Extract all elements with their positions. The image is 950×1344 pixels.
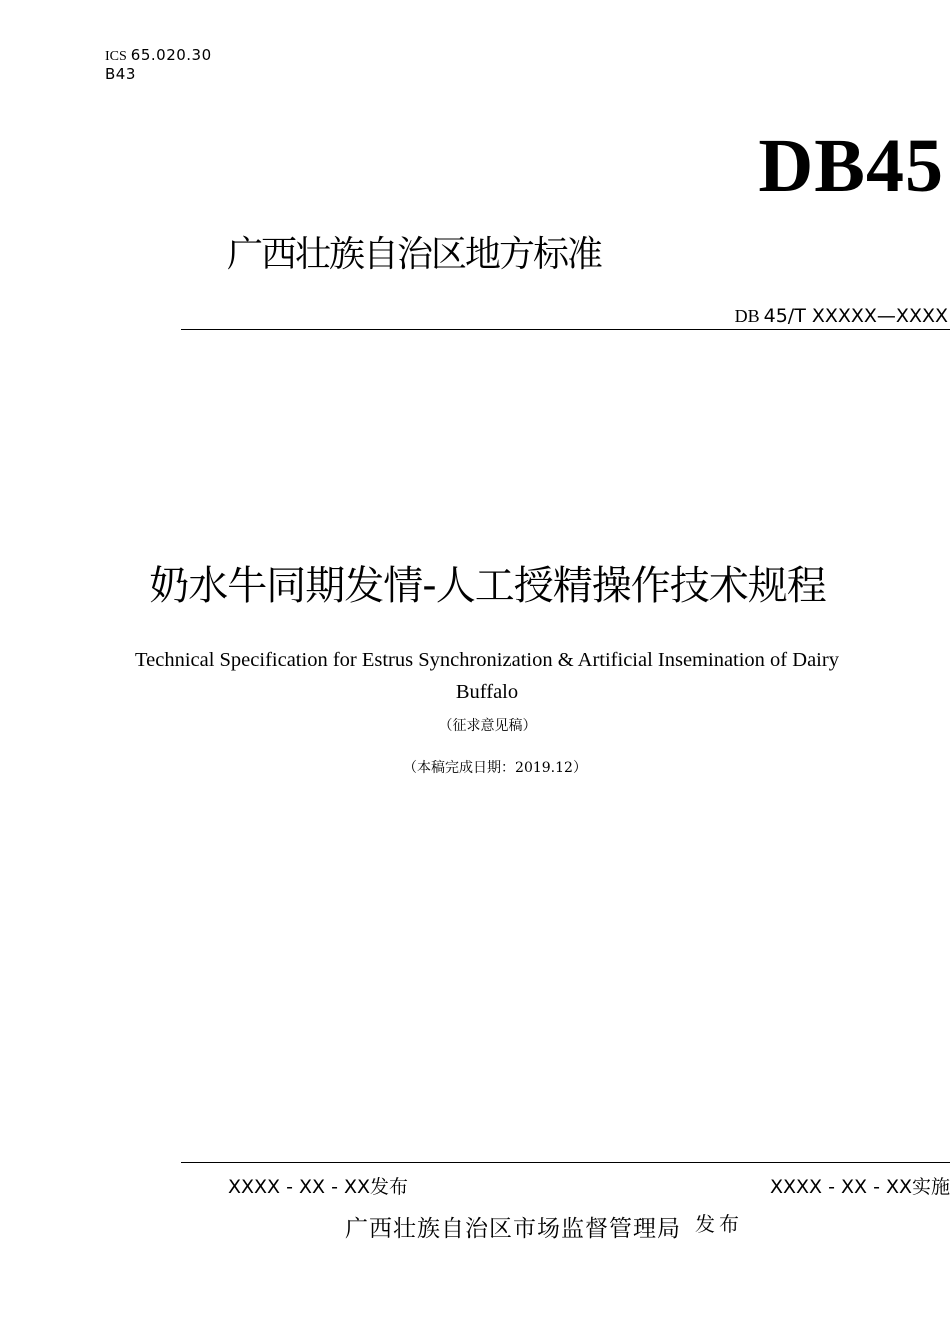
draft-status: （征求意见稿） <box>438 718 537 734</box>
header-divider <box>181 329 950 330</box>
draft-completion-date: （本稿完成日期：2019.12） <box>403 760 587 776</box>
ccs-code: B43 <box>105 65 136 83</box>
issuer-name: 广西壮族自治区市场监督管理局 <box>345 1216 681 1242</box>
standard-type-title: 广西壮族自治区地方标准 <box>227 234 602 275</box>
standard-number <box>735 304 948 328</box>
document-title-chinese: 奶水牛同期发情-人工授精操作技术规程 <box>149 563 826 609</box>
standard-logo: DB45 <box>758 124 944 208</box>
footer-divider <box>181 1162 950 1163</box>
document-title-english: Technical Specification for Estrus Synchronization & Artificial Insemination of Dairy Buffalo <box>135 649 839 703</box>
implementation-date: XXXX - XX - XX实施 <box>770 1176 950 1198</box>
standard-number-code: 45/T XXXXX—XXXX <box>763 305 948 327</box>
standard-number-prefix: DB <box>734 306 760 326</box>
ics-code: 65.020.30 <box>130 46 212 64</box>
issuer-action: 发布 <box>695 1212 743 1236</box>
release-date: XXXX - XX - XX发布 <box>228 1176 408 1198</box>
ics-label: ICS <box>105 49 127 64</box>
ics-classification <box>105 46 212 66</box>
issuer-line <box>345 1212 743 1246</box>
